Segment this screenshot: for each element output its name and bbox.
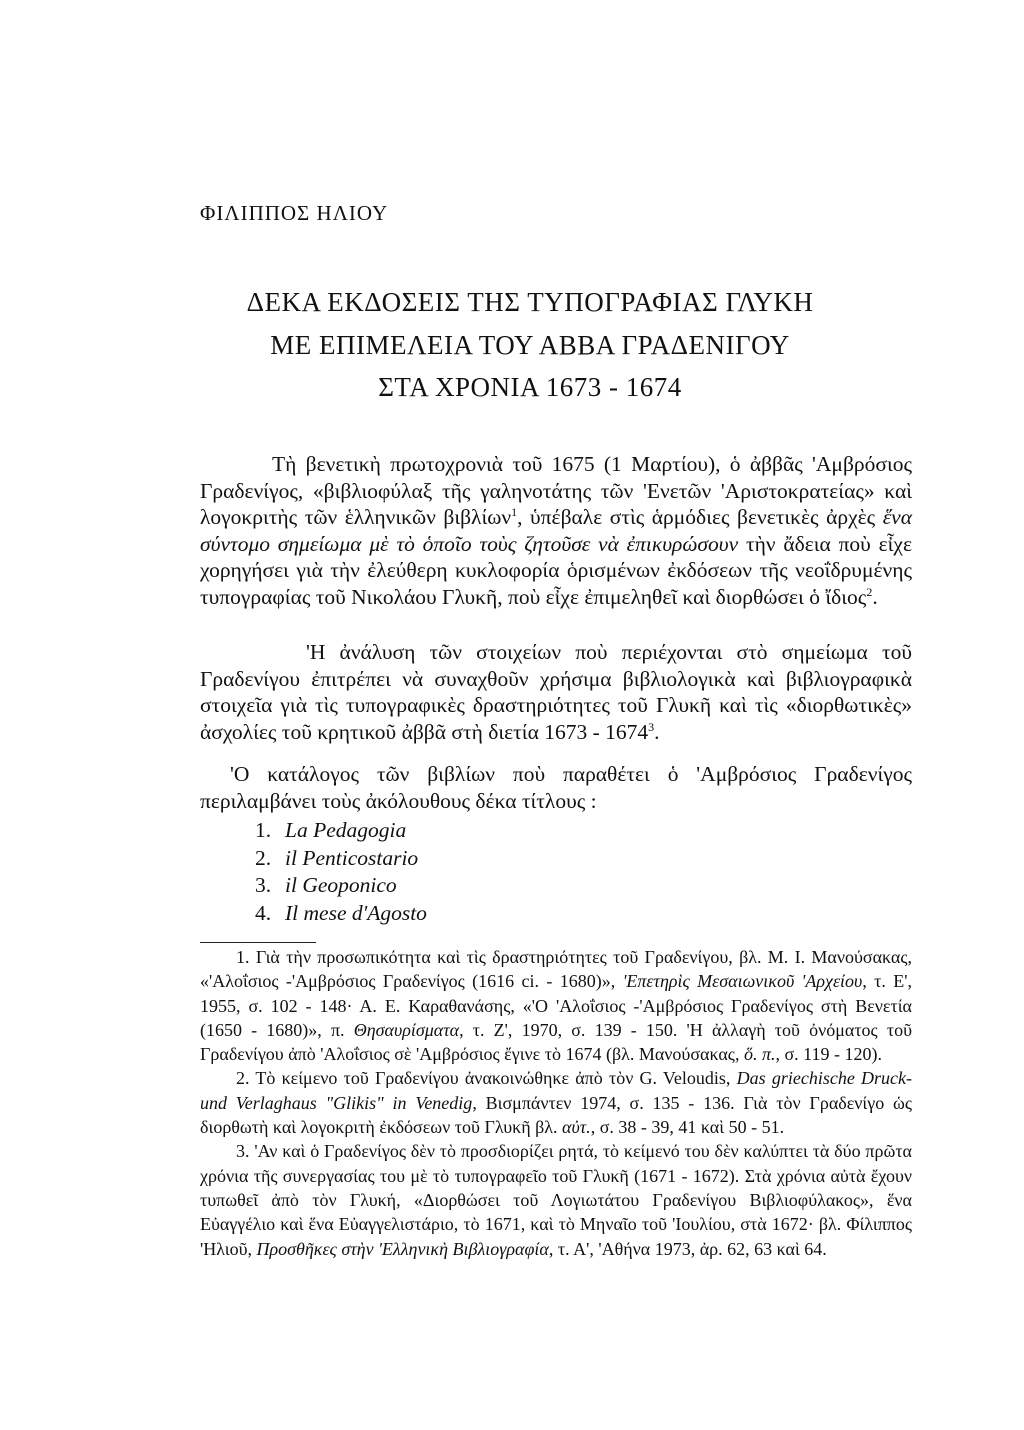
list-item bbox=[255, 872, 427, 900]
footnote-1-italic-3: ὅ. π. bbox=[743, 1044, 776, 1065]
title-line-1: ΔΕΚΑ ΕΚΔΟΣΕΙΣ ΤΗΣ ΤΥΠΟΓΡΑΦΙΑΣ ΓΛΥΚΗ bbox=[246, 287, 814, 317]
paragraph-1-text-a: Τὴ βενετικὴ πρωτοχρονιὰ τοῦ 1675 (1 Μαρτίου), ὁ ἀββᾶς 'Αμβρόσιος Γραδενίγος, «βιβλιοφύλαξ τῆς γαληνοτάτης τῶν 'Ενετῶν 'Αριστοκρατείας» καὶ λογοκριτὴς τῶν ἑλληνικῶν βιβλίων bbox=[200, 452, 912, 530]
paragraph-2-text-a: 'Η ἀνάλυση τῶν στοιχείων ποὺ περιέχονται στὸ σημείωμα τοῦ Γραδενίγου ἐπιτρέπει νὰ συναχθοῦν χρήσιμα βιβλιολογικὰ καὶ βιβλιογραφικὰ στοιχεῖα γιὰ τὶς τυπογραφικὲς δραστηριότητες τοῦ Γλυκῆ καὶ τὶς «διορθωτικὲς» ἀσχολίες τοῦ κρητικοῦ ἀββᾶ στὴ διετία 1673 - 1674 bbox=[200, 640, 912, 744]
footnote-3 bbox=[200, 1139, 912, 1260]
paragraph-3: 'Ο κατάλογος τῶν βιβλίων ποὺ παραθέτει ὁ 'Αμβρόσιος Γραδενίγος περιλαμβάνει τοὺς ἀκόλουθους δέκα τίτλους : bbox=[200, 762, 912, 813]
footnote-2 bbox=[200, 1066, 912, 1139]
footnote-1-text-b: , τ. Ε', 1955, σ. 102 - 148· Α. Ε. Καραθανάσης, «'Ο 'Αλοΐσιος -'Αμβρόσιος Γραδενίγος στὴ Βενετία (1650 - 1680)», π. bbox=[200, 971, 912, 1040]
list-item bbox=[255, 845, 427, 873]
footnote-1 bbox=[200, 945, 912, 1066]
title-line-2: ΜΕ ΕΠΙΜΕΛΕΙΑ ΤΟΥ ΑΒΒΑ ΓΡΑΔΕΝΙΓΟΥ bbox=[270, 330, 790, 360]
footnotes bbox=[200, 945, 912, 1261]
paragraph-2 bbox=[200, 639, 912, 745]
paragraph-1-emphasis: ἕνα σύντομο σημείωμα μὲ τὸ ὁποῖο τοὺς ζητοῦσε νὰ ἐπικυρώσουν bbox=[200, 505, 912, 556]
list-item-number: 2. bbox=[255, 845, 272, 870]
list-item-title: La Pedagogia bbox=[285, 818, 407, 842]
footnote-1-text-a: 1. Γιὰ τὴν προσωπικότητα καὶ τὶς δραστηριότητες τοῦ Γραδενίγου, βλ. Μ. Ι. Μανούσακας, «'Αλοΐσιος -'Αμβρόσιος Γραδενίγος (1616 ci. - 1680)», bbox=[200, 947, 912, 992]
footnote-2-text-c: , σ. 38 - 39, 41 καὶ 50 - 51. bbox=[590, 1117, 785, 1138]
paragraph-1-text-b: , ὑπέβαλε στὶς ἁρμόδιες βενετικὲς ἀρχὲς bbox=[517, 505, 883, 530]
list-item-number: 4. bbox=[255, 900, 272, 925]
list-item-title: il Penticostario bbox=[285, 845, 419, 870]
author-name: ΦΙΛΙΠΠΟΣ ΗΛΙΟΥ bbox=[200, 201, 389, 225]
list-item-title: il Geoponico bbox=[285, 873, 397, 897]
list-item-number: 1. bbox=[255, 818, 272, 842]
paragraph-1-text-c: τὴν ἄδεια ποὺ εἶχε χορηγήσει γιὰ τὴν ἐλεύθερη κυκλοφορία ὁρισμένων ἐκδόσεων τῆς νεοΐδρυμένης τυπογραφίας τοῦ Νικολάου Γλυκῆ, ποὺ εἶχε ἐπιμεληθεῖ καὶ διορθώσει ὁ ἴδιος bbox=[200, 531, 912, 609]
list-item-number: 3. bbox=[255, 873, 272, 897]
title-line-3: ΣΤΑ ΧΡΟΝΙΑ 1673 - 1674 bbox=[378, 372, 682, 402]
footnote-1-italic-1: 'Επετηρὶς Μεσαιωνικοῦ 'Αρχείου bbox=[622, 971, 863, 992]
paragraph-2-text-b: . bbox=[654, 719, 660, 744]
footnote-2-text-b: , Βισμπάντεν 1974, σ. 135 - 136. Γιὰ τὸν Γραδενίγο ὡς διορθωτὴ καὶ λογοκριτὴ ἐκδόσεων τοῦ Γλυκῆ βλ. bbox=[200, 1092, 913, 1138]
footnote-1-italic-2: Θησαυρίσματα bbox=[353, 1019, 460, 1040]
footnote-divider bbox=[200, 942, 316, 943]
footnote-3-text-a: 3. 'Αν καὶ ὁ Γραδενίγος δὲν τὸ προσδιορίζει ρητά, τὸ κείμενό του δὲν καλύπτει τὰ δύο πρῶτα χρόνια τῆς συνεργασίας του μὲ τὸ τυπογραφεῖο τοῦ Γλυκῆ (1671 - 1672). Στὰ χρόνια αὐτὰ ἔχουν τυπωθεῖ ἀπὸ τὸν Γλυκή, «Διορθώσει τοῦ Λογιωτάτου Γραδενίγου Βιβλιοφύλακος», ἕνα Εὐαγγέλιο καὶ ἕνα Εὐαγγελιστάριο, τὸ 1671, καὶ τὸ Μηναῖο τοῦ 'Ιουλίου, στὰ 1672· βλ. Φίλιππος 'Ηλιοῦ, bbox=[200, 1141, 912, 1259]
footnote-2-text-a: 2. Τὸ κείμενο τοῦ Γραδενίγου ἀνακοινώθηκε ἀπὸ τὸν G. Veloudis, bbox=[236, 1068, 737, 1089]
list-item bbox=[255, 817, 427, 845]
title-list bbox=[255, 817, 427, 927]
footnote-ref-1: 1 bbox=[511, 505, 518, 520]
footnote-2-italic-1: Das griechische Druck- und Verlaghaus "Glikis" in Venedig bbox=[200, 1068, 913, 1113]
footnote-ref-2: 2 bbox=[866, 584, 873, 599]
footnote-1-text-d: , σ. 119 - 120). bbox=[775, 1044, 882, 1065]
footnote-3-italic-1: Προσθῆκες στὴν 'Ελληνικὴ Βιβλιογραφία bbox=[256, 1238, 549, 1259]
paragraph-1-text-d: . bbox=[872, 584, 878, 609]
list-item-title: Il mese d'Agosto bbox=[285, 900, 427, 925]
footnote-2-italic-2: αὐτ. bbox=[562, 1117, 591, 1138]
paragraph-1 bbox=[200, 451, 912, 611]
footnote-1-text-c: , τ. Ζ', 1970, σ. 139 - 150. 'Η ἀλλαγὴ τοῦ ὀνόματος τοῦ Γραδενίγου ἀπὸ 'Αλοΐσιος σὲ 'Αμβρόσιος ἔγινε τὸ 1674 (βλ. Μανούσακας, bbox=[200, 1019, 912, 1065]
footnote-3-text-b: , τ. Α', 'Αθήνα 1973, ἀρ. 62, 63 καὶ 64. bbox=[548, 1238, 827, 1259]
footnote-ref-3: 3 bbox=[648, 719, 655, 734]
list-item bbox=[255, 900, 427, 928]
